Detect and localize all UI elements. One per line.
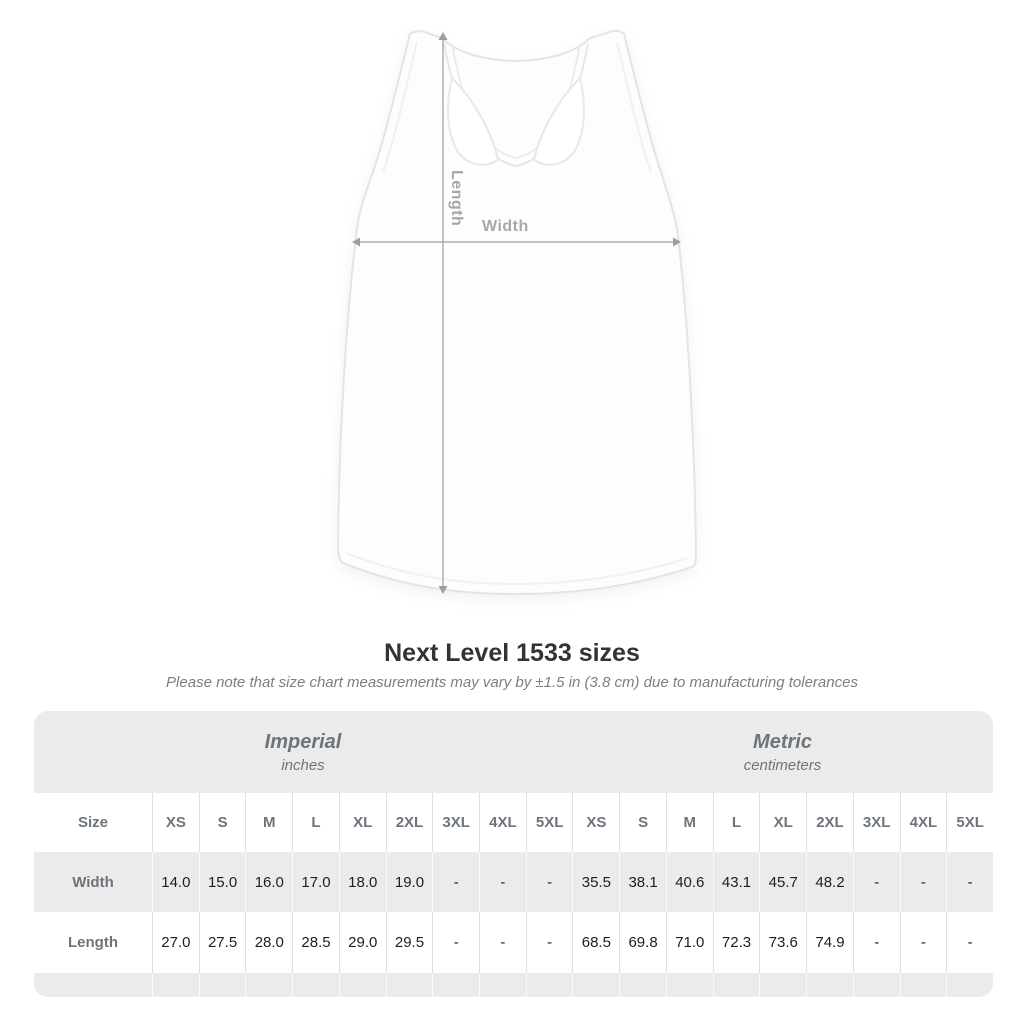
table-cell: 14.0 (152, 852, 199, 912)
table-row-width (34, 852, 993, 912)
table-cell: 27.5 (199, 912, 246, 973)
column-header-imperial-4xl: 4XL (479, 793, 526, 852)
table-row-length (34, 912, 993, 973)
table-cell: - (900, 852, 947, 912)
imperial-unit-label: inches (281, 756, 325, 774)
table-cell: - (479, 912, 526, 973)
table-cell: - (853, 852, 900, 912)
table-cell: 27.0 (152, 912, 199, 973)
column-header-metric-xs: XS (572, 793, 619, 852)
metric-label: Metric (753, 730, 812, 753)
table-cell: 28.5 (292, 912, 339, 973)
table-cell: 19.0 (386, 852, 433, 912)
column-header-metric-s: S (619, 793, 666, 852)
table-cell: 69.8 (619, 912, 666, 973)
column-header-metric-l: L (713, 793, 760, 852)
group-header-metric (572, 711, 993, 793)
table-cell: 18.0 (339, 852, 386, 912)
row-label-length: Length (68, 934, 118, 951)
table-cell: - (526, 852, 573, 912)
column-header-imperial-5xl: 5XL (526, 793, 573, 852)
column-header-imperial-xs: XS (152, 793, 199, 852)
table-cell: 45.7 (759, 852, 806, 912)
imperial-label: Imperial (264, 730, 342, 753)
column-header-metric-2xl: 2XL (806, 793, 853, 852)
table-cell: 38.1 (619, 852, 666, 912)
column-header-imperial-3xl: 3XL (432, 793, 479, 852)
table-cell: 43.1 (713, 852, 760, 912)
table-cell: 35.5 (572, 852, 619, 912)
table-cell: - (946, 912, 993, 973)
table-footer-strip (34, 973, 993, 997)
column-header-metric-m: M (666, 793, 713, 852)
table-cell: 28.0 (245, 912, 292, 973)
size-header-row (34, 793, 993, 852)
column-header-imperial-2xl: 2XL (386, 793, 433, 852)
table-cell: 71.0 (666, 912, 713, 973)
column-header-imperial-m: M (245, 793, 292, 852)
column-header-metric-5xl: 5XL (946, 793, 993, 852)
table-cell: 74.9 (806, 912, 853, 973)
size-chart-table (34, 711, 993, 997)
group-header-imperial (34, 711, 572, 793)
column-header-metric-xl: XL (759, 793, 806, 852)
table-cell: - (900, 912, 947, 973)
table-cell: 73.6 (759, 912, 806, 973)
metric-unit-label: centimeters (743, 756, 822, 774)
table-cell: 15.0 (199, 852, 246, 912)
column-header-imperial-l: L (292, 793, 339, 852)
column-header-metric-4xl: 4XL (900, 793, 947, 852)
column-header-imperial-xl: XL (339, 793, 386, 852)
table-cell: - (479, 852, 526, 912)
table-cell: - (432, 912, 479, 973)
table-cell: 40.6 (666, 852, 713, 912)
table-cell: 17.0 (292, 852, 339, 912)
tank-top-body (338, 31, 696, 594)
unit-group-header (34, 711, 993, 793)
table-cell: 29.0 (339, 912, 386, 973)
page-subtitle: Please note that size chart measurements may vary by ±1.5 in (3.8 cm) due to manufacturing tolerances (166, 674, 858, 691)
table-cell: - (853, 912, 900, 973)
table-cell: 16.0 (245, 852, 292, 912)
table-cell: 29.5 (386, 912, 433, 973)
column-header-imperial-s: S (199, 793, 246, 852)
column-header-size: Size (77, 814, 108, 831)
length-label: Length (448, 170, 465, 227)
row-label-width: Width (72, 873, 114, 891)
table-cell: - (526, 912, 573, 973)
table-cell: - (432, 852, 479, 912)
table-cell: 48.2 (806, 852, 853, 912)
table-cell: 68.5 (572, 912, 619, 973)
column-header-metric-3xl: 3XL (853, 793, 900, 852)
page-title: Next Level 1533 sizes (384, 639, 640, 667)
table-cell: - (946, 852, 993, 912)
table-cell: 72.3 (713, 912, 760, 973)
width-label: Width (482, 218, 529, 235)
